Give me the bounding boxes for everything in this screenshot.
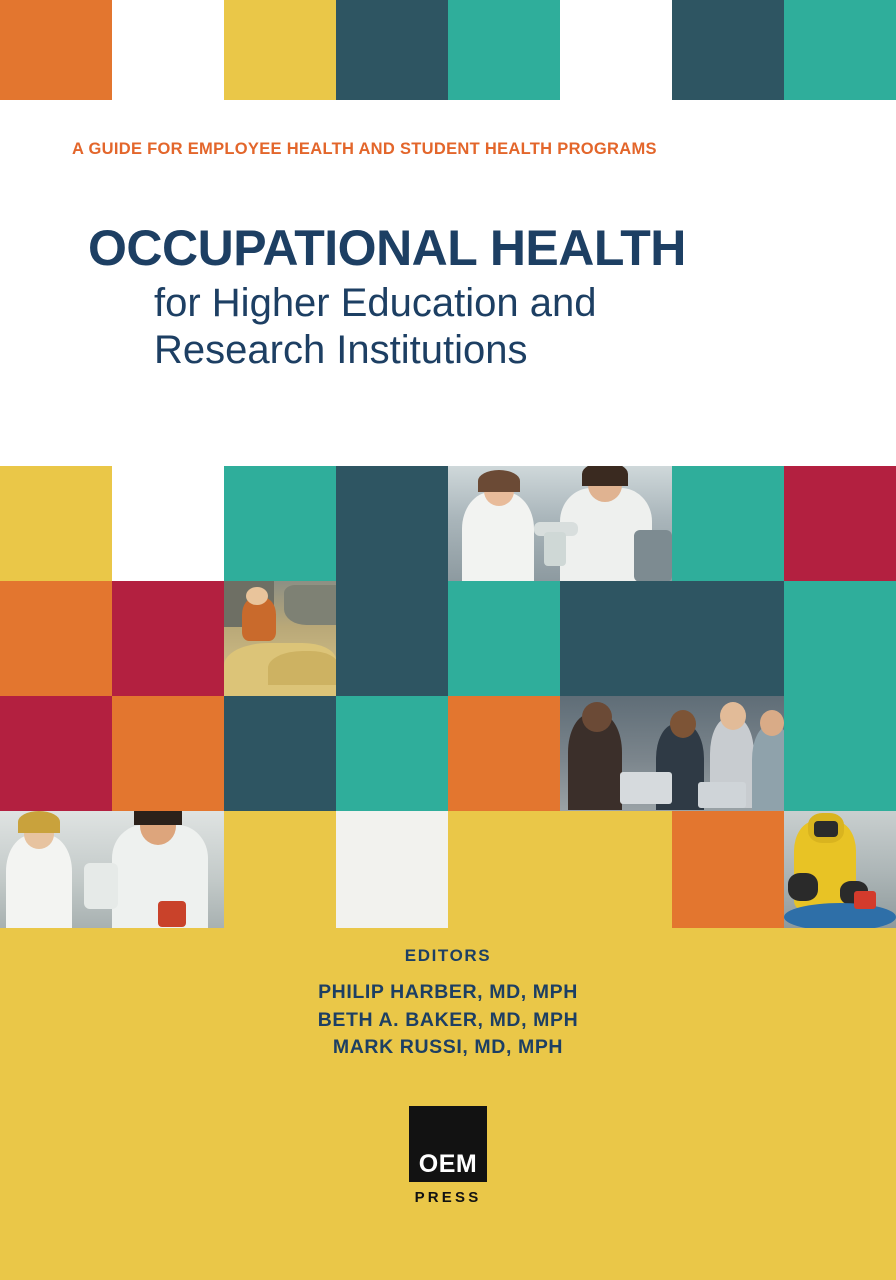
title-band: [0, 100, 896, 466]
cover-kicker: A GUIDE FOR EMPLOYEE HEALTH AND STUDENT HEALTH PROGRAMS: [72, 140, 657, 158]
editors-block: [0, 946, 896, 1062]
mosaic-tile: [784, 696, 896, 811]
mosaic-tile: [112, 0, 224, 100]
mosaic-tile: [560, 0, 672, 100]
mosaic-tile: [448, 696, 560, 811]
logo-press-text: PRESS: [414, 1189, 482, 1206]
mosaic-tile: [112, 581, 224, 696]
photo-lab-pouring: [0, 811, 224, 928]
mosaic-tile: [112, 466, 224, 581]
mosaic-tile: [336, 466, 448, 581]
mosaic-tile: [672, 811, 784, 928]
top-mosaic-strip: [0, 0, 896, 100]
mosaic-tile: [448, 0, 560, 100]
mosaic-tile: [784, 0, 896, 100]
mosaic-tile: [224, 466, 336, 581]
mosaic-tile: [224, 0, 336, 100]
mosaic-tile: [784, 466, 896, 581]
mosaic-tile: [0, 696, 112, 811]
mosaic-tile: [0, 0, 112, 100]
mosaic-tile: [560, 581, 672, 696]
photo-agriculture-worker: [224, 581, 336, 696]
mosaic-tile: [336, 581, 448, 696]
logo-oem-text: OEM: [418, 1150, 478, 1178]
mosaic-tile: [112, 696, 224, 811]
mosaic-tile: [672, 0, 784, 100]
page-subtitle-line2: Research Institutions: [154, 328, 528, 373]
mosaic-tile: [0, 581, 112, 696]
mosaic-tile: [336, 696, 448, 811]
mosaic-tile: [336, 0, 448, 100]
editor-name: BETH A. BAKER, MD, MPH: [317, 1008, 579, 1031]
editors-label: EDITORS: [404, 946, 492, 965]
cover-mosaic-grid: [0, 466, 896, 928]
mosaic-tile: [336, 811, 448, 928]
mosaic-tile: [0, 466, 112, 581]
mosaic-tile: [448, 581, 560, 696]
page-title: OCCUPATIONAL HEALTH: [88, 219, 686, 276]
mosaic-tile: [224, 696, 336, 811]
photo-students-classroom: [560, 696, 784, 811]
page-subtitle-line1: for Higher Education and: [154, 281, 597, 326]
publisher-logo: [409, 1106, 487, 1206]
editor-name: PHILIP HARBER, MD, MPH: [318, 981, 578, 1003]
photo-lab-scientists: [448, 466, 672, 581]
mosaic-tile: [448, 811, 560, 928]
mosaic-tile: [784, 581, 896, 696]
mosaic-tile: [560, 811, 672, 928]
mosaic-tile: [672, 466, 784, 581]
mosaic-tile: [672, 581, 784, 696]
photo-hazmat-worker: [784, 811, 896, 928]
editor-name: MARK RUSSI, MD, MPH: [332, 1036, 564, 1059]
mosaic-tile: [224, 811, 336, 928]
